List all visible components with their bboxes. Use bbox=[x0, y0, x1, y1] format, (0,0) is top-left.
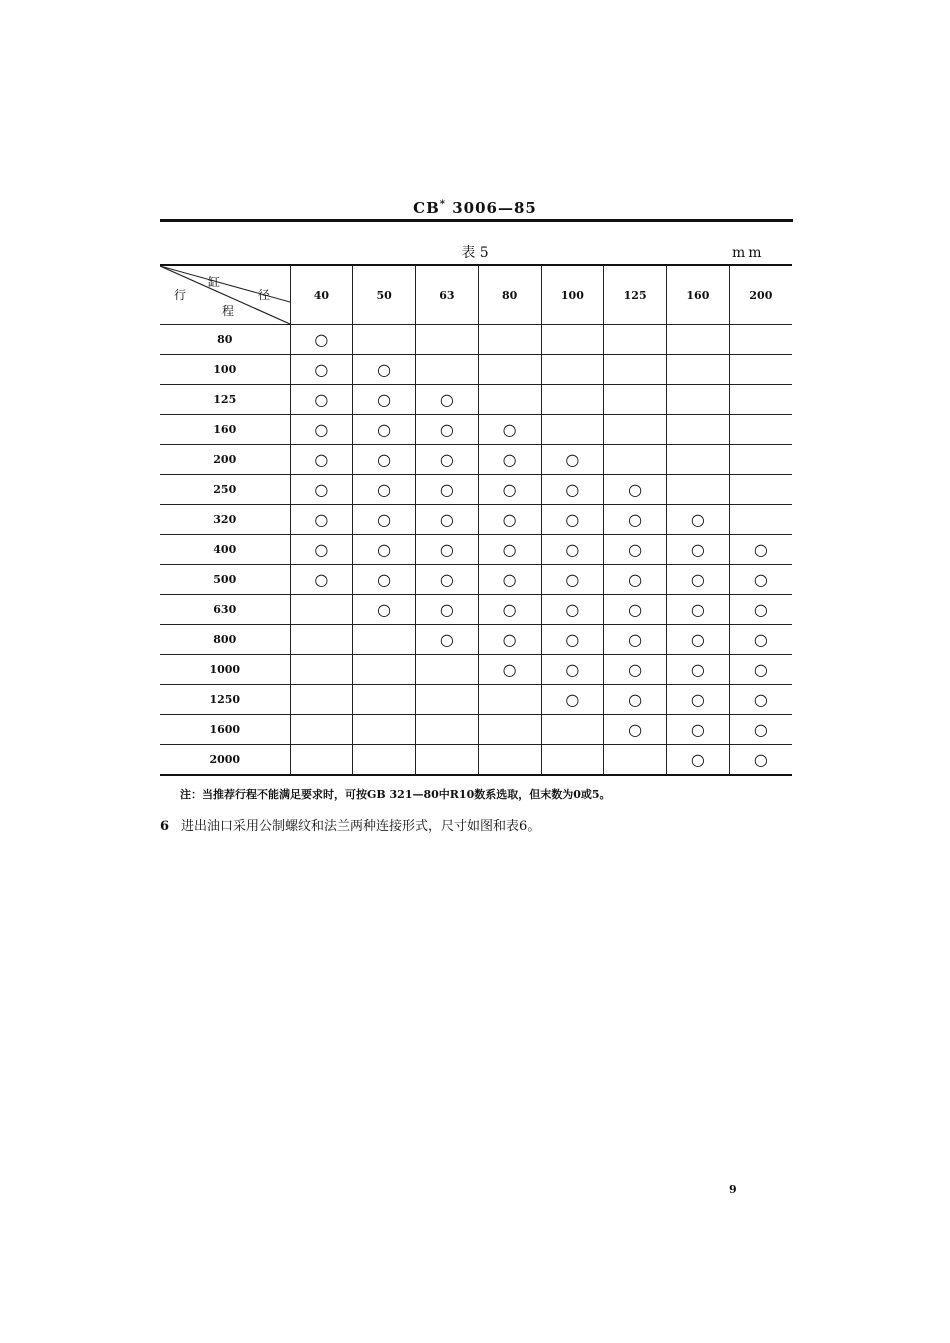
table-cell bbox=[478, 445, 541, 475]
row-header-stroke: 160 bbox=[160, 415, 290, 445]
table-cell bbox=[604, 625, 667, 655]
recommended-mark: ○ bbox=[628, 479, 643, 499]
row-header-stroke: 1250 bbox=[160, 685, 290, 715]
table-cell bbox=[353, 355, 416, 385]
table-cell bbox=[290, 475, 353, 505]
table-cell bbox=[729, 325, 792, 355]
row-header-stroke: 1000 bbox=[160, 655, 290, 685]
table-cell bbox=[604, 505, 667, 535]
recommended-mark: ○ bbox=[439, 629, 454, 649]
table-cell bbox=[729, 355, 792, 385]
table-cell bbox=[729, 385, 792, 415]
row-header-stroke: 200 bbox=[160, 445, 290, 475]
table-cell bbox=[604, 355, 667, 385]
table-cell bbox=[416, 595, 479, 625]
table-cell bbox=[416, 565, 479, 595]
table-cell bbox=[541, 475, 604, 505]
recommended-mark: ○ bbox=[314, 539, 329, 559]
table-cell bbox=[478, 415, 541, 445]
recommended-mark: ○ bbox=[690, 659, 705, 679]
table-row bbox=[160, 595, 792, 625]
table-cell bbox=[541, 595, 604, 625]
recommended-mark: ○ bbox=[439, 479, 454, 499]
table-cell bbox=[478, 595, 541, 625]
table-row bbox=[160, 445, 792, 475]
table-cell bbox=[478, 625, 541, 655]
table-cell bbox=[290, 565, 353, 595]
table-cell bbox=[478, 385, 541, 415]
recommended-mark: ○ bbox=[753, 629, 768, 649]
table-cell bbox=[667, 385, 730, 415]
recommended-mark: ○ bbox=[314, 359, 329, 379]
table-cell bbox=[353, 595, 416, 625]
recommended-mark: ○ bbox=[314, 389, 329, 409]
row-header-stroke: 2000 bbox=[160, 745, 290, 776]
table-cell bbox=[604, 655, 667, 685]
table-cell bbox=[290, 625, 353, 655]
table-cell bbox=[604, 415, 667, 445]
table-cell bbox=[290, 535, 353, 565]
row-header-stroke: 1600 bbox=[160, 715, 290, 745]
table-row bbox=[160, 325, 792, 355]
recommended-mark: ○ bbox=[753, 659, 768, 679]
table-cell bbox=[478, 715, 541, 745]
table-cell bbox=[729, 475, 792, 505]
table-row bbox=[160, 745, 792, 776]
recommended-mark: ○ bbox=[314, 419, 329, 439]
table-cell bbox=[541, 715, 604, 745]
table-cell bbox=[290, 715, 353, 745]
table-cell bbox=[667, 685, 730, 715]
recommended-mark: ○ bbox=[439, 599, 454, 619]
table-cell bbox=[290, 355, 353, 385]
table-cell bbox=[604, 385, 667, 415]
table-note: 注：当推荐行程不能满足要求时，可按GB 321—80中R10数系选取，但末数为0或5。 bbox=[180, 788, 611, 801]
recommended-mark: ○ bbox=[690, 749, 705, 769]
table-cell bbox=[604, 535, 667, 565]
recommended-mark: ○ bbox=[753, 569, 768, 589]
column-header: 50 bbox=[353, 265, 416, 325]
column-header: 80 bbox=[478, 265, 541, 325]
table-cell bbox=[478, 475, 541, 505]
table-cell bbox=[667, 655, 730, 685]
table-cell bbox=[729, 535, 792, 565]
recommended-mark: ○ bbox=[753, 599, 768, 619]
recommended-mark: ○ bbox=[565, 689, 580, 709]
table-cell bbox=[541, 415, 604, 445]
recommended-mark: ○ bbox=[690, 719, 705, 739]
table-cell bbox=[541, 565, 604, 595]
table-header-row bbox=[160, 265, 792, 325]
table-cell bbox=[667, 325, 730, 355]
recommended-mark: ○ bbox=[502, 509, 517, 529]
table-cell bbox=[416, 715, 479, 745]
table-cell bbox=[353, 685, 416, 715]
recommended-mark: ○ bbox=[502, 419, 517, 439]
table-cell bbox=[604, 745, 667, 776]
section-6 bbox=[160, 815, 540, 834]
recommended-mark: ○ bbox=[628, 629, 643, 649]
recommended-mark: ○ bbox=[502, 659, 517, 679]
recommended-mark: ○ bbox=[439, 449, 454, 469]
table-cell bbox=[353, 415, 416, 445]
table-cell bbox=[416, 685, 479, 715]
table-cell bbox=[667, 535, 730, 565]
table-row bbox=[160, 535, 792, 565]
column-header: 40 bbox=[290, 265, 353, 325]
recommended-mark: ○ bbox=[502, 479, 517, 499]
table-cell bbox=[729, 595, 792, 625]
recommended-mark: ○ bbox=[377, 359, 392, 379]
table-cell bbox=[416, 505, 479, 535]
table-cell bbox=[353, 475, 416, 505]
table-cell bbox=[604, 595, 667, 625]
table-cell bbox=[667, 445, 730, 475]
table-cell bbox=[541, 535, 604, 565]
recommended-mark: ○ bbox=[314, 449, 329, 469]
recommended-mark: ○ bbox=[628, 599, 643, 619]
recommended-mark: ○ bbox=[565, 539, 580, 559]
row-header-stroke: 125 bbox=[160, 385, 290, 415]
table-cell bbox=[604, 475, 667, 505]
corner-label-stroke-left: 行 bbox=[174, 288, 187, 302]
recommended-mark: ○ bbox=[565, 449, 580, 469]
table-cell bbox=[667, 745, 730, 776]
table-row bbox=[160, 565, 792, 595]
table-cell bbox=[667, 625, 730, 655]
recommended-mark: ○ bbox=[502, 599, 517, 619]
table-cell bbox=[667, 415, 730, 445]
recommended-mark: ○ bbox=[690, 629, 705, 649]
table-row bbox=[160, 355, 792, 385]
recommended-mark: ○ bbox=[565, 659, 580, 679]
recommended-mark: ○ bbox=[377, 539, 392, 559]
recommended-mark: ○ bbox=[439, 509, 454, 529]
table-cell bbox=[478, 355, 541, 385]
table-cell bbox=[541, 325, 604, 355]
table-cell bbox=[353, 445, 416, 475]
table-cell bbox=[353, 745, 416, 776]
recommended-mark: ○ bbox=[502, 539, 517, 559]
table-cell bbox=[416, 655, 479, 685]
row-header-stroke: 800 bbox=[160, 625, 290, 655]
table-cell bbox=[353, 385, 416, 415]
recommended-mark: ○ bbox=[628, 659, 643, 679]
recommended-mark: ○ bbox=[628, 569, 643, 589]
table-cell bbox=[667, 595, 730, 625]
table-cell bbox=[729, 505, 792, 535]
recommended-mark: ○ bbox=[502, 629, 517, 649]
table-cell bbox=[604, 565, 667, 595]
table-cell bbox=[729, 445, 792, 475]
table-cell bbox=[478, 565, 541, 595]
table-cell bbox=[541, 655, 604, 685]
recommended-mark: ○ bbox=[439, 419, 454, 439]
table-cell bbox=[290, 415, 353, 445]
recommended-mark: ○ bbox=[377, 419, 392, 439]
row-header-stroke: 80 bbox=[160, 325, 290, 355]
standard-title: CB* 3006—85 bbox=[413, 199, 537, 217]
table-cell bbox=[353, 535, 416, 565]
recommended-mark: ○ bbox=[377, 569, 392, 589]
column-header: 125 bbox=[604, 265, 667, 325]
row-header-stroke: 320 bbox=[160, 505, 290, 535]
table-cell bbox=[290, 745, 353, 776]
table-cell bbox=[604, 445, 667, 475]
column-header: 200 bbox=[729, 265, 792, 325]
row-header-stroke: 630 bbox=[160, 595, 290, 625]
recommended-mark: ○ bbox=[502, 449, 517, 469]
recommended-mark: ○ bbox=[377, 509, 392, 529]
recommended-mark: ○ bbox=[377, 389, 392, 409]
table-cell bbox=[729, 715, 792, 745]
recommended-mark: ○ bbox=[377, 479, 392, 499]
table-cell bbox=[478, 685, 541, 715]
table-row bbox=[160, 415, 792, 445]
recommended-mark: ○ bbox=[565, 599, 580, 619]
diagonal-corner-cell bbox=[160, 265, 290, 325]
table-cell bbox=[416, 445, 479, 475]
recommended-mark: ○ bbox=[628, 539, 643, 559]
table-cell bbox=[478, 325, 541, 355]
recommended-mark: ○ bbox=[502, 569, 517, 589]
table-cell bbox=[541, 745, 604, 776]
recommended-mark: ○ bbox=[439, 389, 454, 409]
table-caption: 表 5 bbox=[461, 245, 489, 261]
section-text: 进出油口采用公制螺纹和法兰两种连接形式，尺寸如图和表6。 bbox=[181, 819, 541, 834]
table-cell bbox=[667, 715, 730, 745]
table-cell bbox=[416, 535, 479, 565]
recommended-mark: ○ bbox=[314, 329, 329, 349]
recommended-mark: ○ bbox=[565, 509, 580, 529]
table-cell bbox=[353, 325, 416, 355]
recommended-mark: ○ bbox=[377, 449, 392, 469]
recommended-mark: ○ bbox=[753, 719, 768, 739]
table-cell bbox=[667, 475, 730, 505]
recommended-mark: ○ bbox=[628, 509, 643, 529]
table-cell bbox=[541, 625, 604, 655]
table-row bbox=[160, 715, 792, 745]
table-cell bbox=[604, 325, 667, 355]
table-cell bbox=[416, 745, 479, 776]
table-cell bbox=[729, 655, 792, 685]
table-cell bbox=[353, 655, 416, 685]
table-cell bbox=[541, 385, 604, 415]
recommended-mark: ○ bbox=[690, 599, 705, 619]
section-number: 6 bbox=[160, 819, 170, 834]
recommended-mark: ○ bbox=[314, 509, 329, 529]
row-header-stroke: 500 bbox=[160, 565, 290, 595]
page-number: 9 bbox=[729, 1183, 737, 1196]
table-cell bbox=[729, 415, 792, 445]
table-row bbox=[160, 625, 792, 655]
table-row bbox=[160, 505, 792, 535]
table-cell bbox=[416, 475, 479, 505]
recommended-mark: ○ bbox=[565, 479, 580, 499]
table-cell bbox=[478, 655, 541, 685]
table-cell bbox=[290, 685, 353, 715]
table-cell bbox=[290, 325, 353, 355]
table-cell bbox=[290, 655, 353, 685]
column-header: 160 bbox=[667, 265, 730, 325]
table-cell bbox=[478, 745, 541, 776]
recommended-mark: ○ bbox=[439, 569, 454, 589]
table-cell bbox=[729, 685, 792, 715]
recommended-mark: ○ bbox=[565, 569, 580, 589]
table-cell bbox=[729, 625, 792, 655]
table-cell bbox=[416, 625, 479, 655]
recommended-mark: ○ bbox=[628, 689, 643, 709]
recommended-mark: ○ bbox=[628, 719, 643, 739]
recommended-mark: ○ bbox=[565, 629, 580, 649]
recommended-mark: ○ bbox=[439, 539, 454, 559]
recommended-mark: ○ bbox=[690, 539, 705, 559]
table-cell bbox=[353, 625, 416, 655]
recommended-mark: ○ bbox=[690, 689, 705, 709]
table-cell bbox=[541, 445, 604, 475]
table-cell bbox=[353, 505, 416, 535]
column-header: 100 bbox=[541, 265, 604, 325]
table-cell bbox=[667, 355, 730, 385]
table-cell bbox=[416, 325, 479, 355]
recommended-mark: ○ bbox=[314, 569, 329, 589]
recommended-mark: ○ bbox=[753, 749, 768, 769]
table-cell bbox=[353, 715, 416, 745]
recommended-mark: ○ bbox=[690, 509, 705, 529]
table-row bbox=[160, 475, 792, 505]
table-cell bbox=[290, 595, 353, 625]
table-cell bbox=[478, 505, 541, 535]
corner-label-bore-top: 缸 bbox=[208, 275, 221, 289]
recommended-mark: ○ bbox=[690, 569, 705, 589]
table-cell bbox=[353, 565, 416, 595]
table-unit: mm bbox=[732, 245, 765, 261]
recommended-mark: ○ bbox=[753, 539, 768, 559]
table-row bbox=[160, 655, 792, 685]
table-cell bbox=[667, 505, 730, 535]
table-cell bbox=[416, 355, 479, 385]
column-header: 63 bbox=[416, 265, 479, 325]
table-row bbox=[160, 385, 792, 415]
table-cell bbox=[416, 415, 479, 445]
corner-label-stroke-bottom: 程 bbox=[222, 304, 235, 318]
table-cell bbox=[604, 685, 667, 715]
table-cell bbox=[541, 505, 604, 535]
table-cell bbox=[541, 355, 604, 385]
table-cell bbox=[604, 715, 667, 745]
table-row bbox=[160, 685, 792, 715]
recommended-mark: ○ bbox=[314, 479, 329, 499]
table-cell bbox=[290, 385, 353, 415]
recommended-mark: ○ bbox=[377, 599, 392, 619]
header-rule bbox=[160, 219, 793, 222]
recommended-mark: ○ bbox=[753, 689, 768, 709]
table-cell bbox=[729, 565, 792, 595]
row-header-stroke: 250 bbox=[160, 475, 290, 505]
table-cell bbox=[667, 565, 730, 595]
stroke-bore-table bbox=[160, 264, 792, 776]
table-cell bbox=[478, 535, 541, 565]
table-cell bbox=[729, 745, 792, 776]
row-header-stroke: 100 bbox=[160, 355, 290, 385]
table-cell bbox=[290, 445, 353, 475]
table-cell bbox=[416, 385, 479, 415]
table-cell bbox=[541, 685, 604, 715]
corner-label-bore-right: 径 bbox=[258, 288, 271, 302]
row-header-stroke: 400 bbox=[160, 535, 290, 565]
table-cell bbox=[290, 505, 353, 535]
